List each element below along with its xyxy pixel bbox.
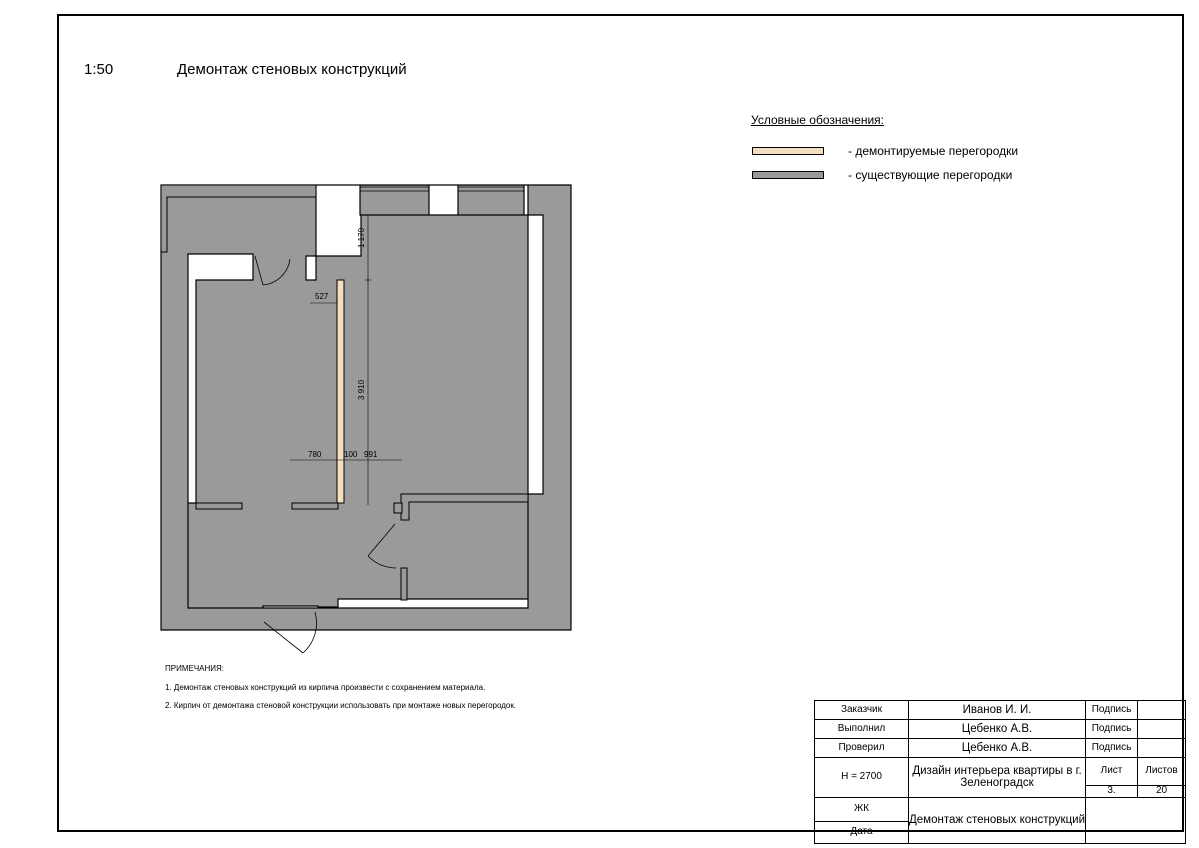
title-block (814, 700, 1186, 844)
signature-label: Подпись (1086, 701, 1138, 720)
dimension-label: 1 170 (357, 227, 366, 248)
dimension-label: 527 (315, 292, 329, 301)
executed-label: Выполнил (815, 720, 909, 739)
checked-value: Цебенко А.В. (909, 739, 1086, 758)
project-name: Дизайн интерьера квартиры в г. Зеленоградск (909, 758, 1086, 798)
notes-heading: ПРИМЕЧАНИЯ: (165, 664, 225, 673)
demolished-partition (337, 280, 344, 503)
date-label: Дата (815, 821, 909, 843)
partition-wall (196, 503, 242, 509)
empty-cell (1086, 797, 1186, 843)
legend-heading: Условные обозначения: (751, 113, 884, 127)
partition-wall (292, 503, 338, 509)
legend-demolish-label: - демонтируемые перегородки (848, 144, 1019, 158)
drawing-scale: 1:50 (84, 61, 114, 78)
exterior-wall (161, 185, 571, 630)
legend-existing-label: - существующие перегородки (848, 168, 1013, 182)
sheets-total: 20 (1138, 786, 1186, 798)
sheet-number: 3. (1086, 786, 1138, 798)
signature-label: Подпись (1086, 720, 1138, 739)
checked-label: Проверил (815, 739, 909, 758)
drawing-name: Демонтаж стеновых конструкций (909, 797, 1086, 843)
complex-label: ЖК (815, 797, 909, 821)
dimension-label: 780 (308, 450, 322, 459)
dimension-label: 3 910 (357, 379, 366, 400)
signature-label: Подпись (1086, 739, 1138, 758)
signature-cell (1138, 739, 1186, 758)
sheet-label: Лист (1086, 758, 1138, 786)
drawing-title: Демонтаж стеновых конструкций (177, 61, 407, 78)
note-item: 2. Кирпич от демонтажа стеновой конструкции использовать при монтаже новых перегородок. (165, 701, 517, 710)
dimension-label: 991 (364, 450, 378, 459)
signature-cell (1138, 701, 1186, 720)
executed-value: Цебенко А.В. (909, 720, 1086, 739)
partition-wall (394, 503, 402, 513)
customer-label: Заказчик (815, 701, 909, 720)
height-value: Н = 2700 (815, 758, 909, 798)
sheets-label: Листов (1138, 758, 1186, 786)
signature-cell (1138, 720, 1186, 739)
note-item: 1. Демонтаж стеновых конструкций из кирпича произвести с сохранением материала. (165, 683, 486, 692)
dimension-label: 100 (344, 450, 358, 459)
customer-value: Иванов И. И. (909, 701, 1086, 720)
partition-wall (401, 568, 407, 600)
